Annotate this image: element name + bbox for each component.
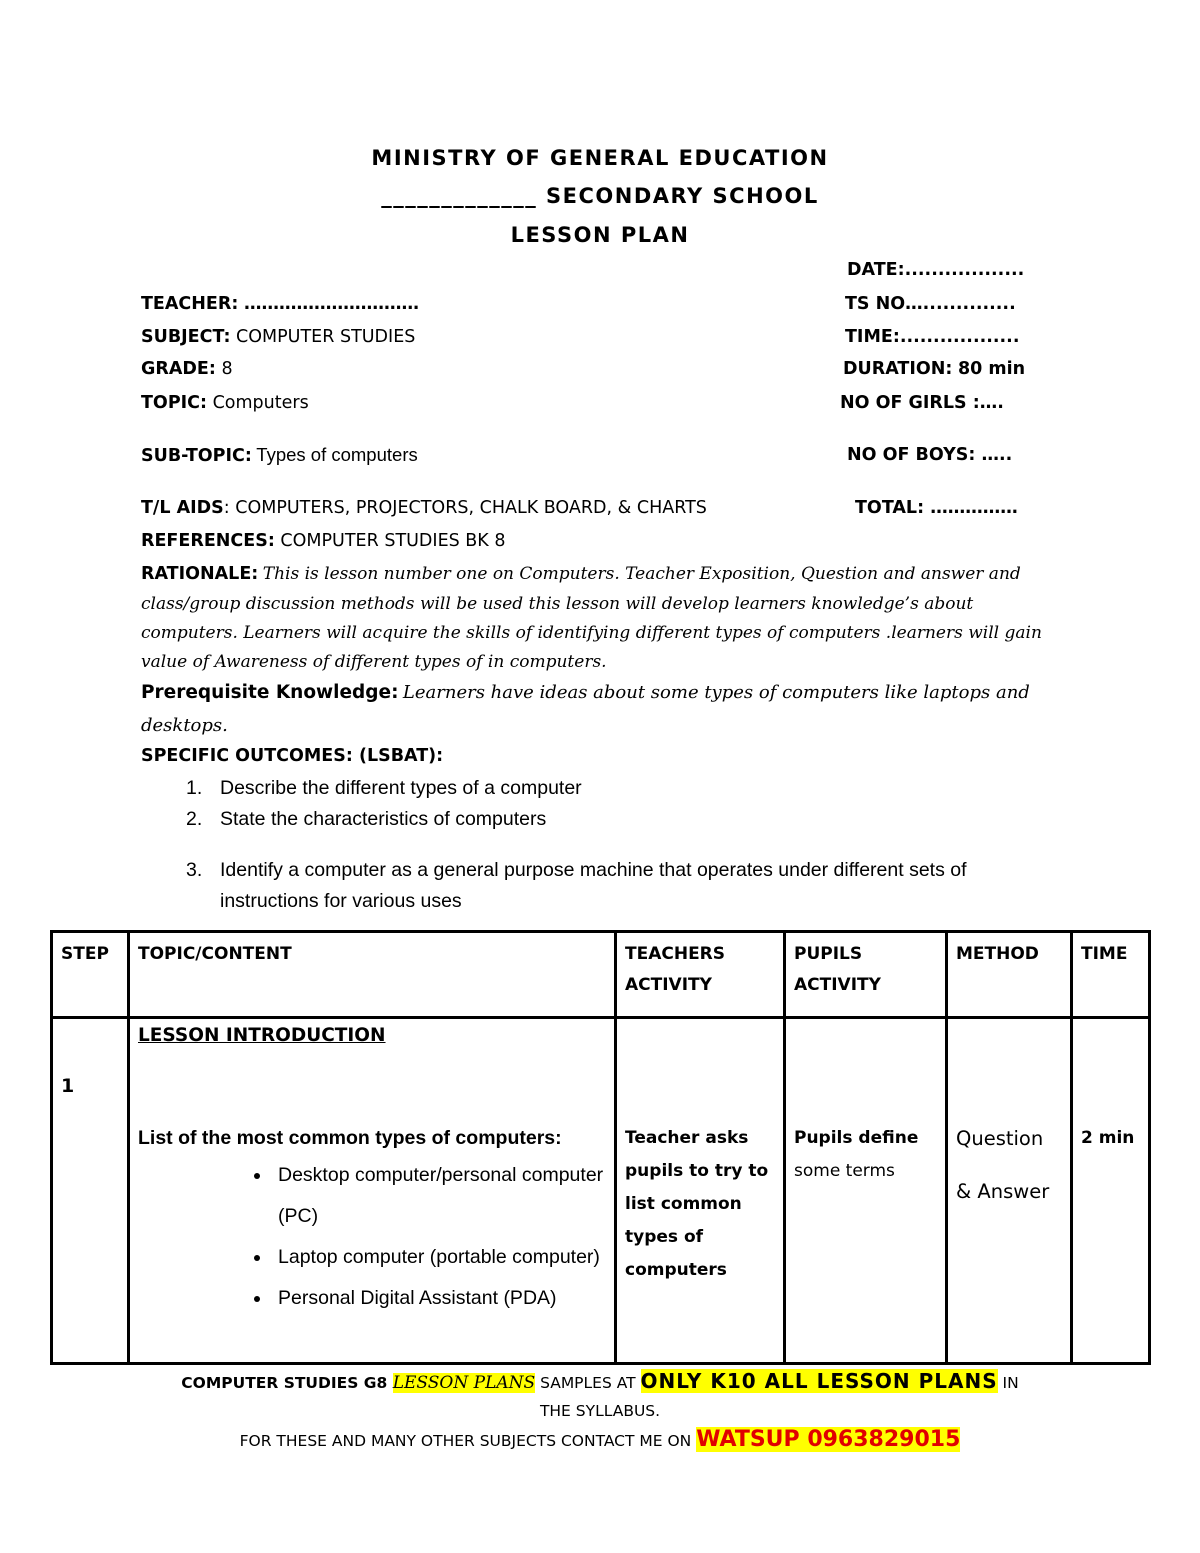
teacher-activity-cell: Teacher asks pupils to try to list common types of computers bbox=[616, 1018, 785, 1364]
rationale-line-3: computers. Learners will acquire the skills of identifying different types of computers .learners will gain bbox=[141, 623, 1042, 643]
subtopic-label: SUB-TOPIC: bbox=[141, 446, 252, 466]
prereq-line-2: desktops. bbox=[141, 715, 228, 736]
header-topic: TOPIC/CONTENT bbox=[129, 932, 616, 1018]
duration-label: DURATION: bbox=[843, 359, 953, 379]
rationale-label: RATIONALE: bbox=[141, 564, 259, 584]
footer-line-1: COMPUTER STUDIES G8 LESSON PLANS SAMPLES AT ONLY K10 ALL LESSON PLANS IN bbox=[181, 1369, 1019, 1393]
header-method: METHOD bbox=[947, 932, 1072, 1018]
aids-value: : COMPUTERS, PROJECTORS, CHALK BOARD, & CHARTS bbox=[223, 498, 707, 518]
aids-field bbox=[141, 498, 707, 518]
ts-no-label: TS NO bbox=[845, 294, 906, 314]
subject-value: COMPUTER STUDIES bbox=[236, 327, 416, 347]
header-pupils-activity: PUPILS ACTIVITY bbox=[785, 932, 947, 1018]
topic-cell bbox=[129, 1018, 616, 1364]
topic-value: Computers bbox=[212, 393, 309, 413]
grade-label: GRADE: bbox=[141, 359, 216, 379]
header-time: TIME bbox=[1072, 932, 1150, 1018]
duration-value: 80 min bbox=[957, 359, 1026, 379]
time-cell: 2 min bbox=[1072, 1018, 1150, 1364]
list-item: • Desktop computer/personal computer (PC) bbox=[272, 1155, 606, 1237]
total-value: …………… bbox=[930, 498, 1018, 518]
teacher-label: TEACHER: bbox=[141, 294, 239, 314]
aids-label: T/L AIDS bbox=[141, 498, 224, 518]
list-title: List of the most common types of computers: bbox=[138, 1127, 562, 1149]
subtopic-value: Types of computers bbox=[256, 444, 418, 465]
outcomes-heading: SPECIFIC OUTCOMES: (LSBAT): bbox=[141, 746, 444, 766]
footer-contact: WATSUP 0963829015 bbox=[696, 1427, 961, 1452]
subject-field bbox=[141, 327, 415, 347]
lesson-plan-title: LESSON PLAN bbox=[510, 223, 690, 247]
total-label: TOTAL: bbox=[855, 498, 925, 518]
date-field: DATE:.................. bbox=[847, 260, 1025, 280]
duration-field bbox=[843, 359, 1025, 379]
footer-highlight-k10: ONLY K10 ALL LESSON PLANS bbox=[640, 1369, 998, 1393]
ministry-title: MINISTRY OF GENERAL EDUCATION bbox=[371, 146, 829, 170]
footer-line-2: THE SYLLABUS. bbox=[539, 1402, 661, 1420]
prereq-line-1: Prerequisite Knowledge: Learners have ideas about some types of computers like laptops and bbox=[141, 682, 1030, 703]
references-value: COMPUTER STUDIES BK 8 bbox=[280, 531, 506, 551]
references-field bbox=[141, 531, 505, 551]
table-row bbox=[52, 1018, 1150, 1364]
pupil-activity-cell: Pupils define some terms bbox=[785, 1018, 947, 1364]
list-item: • Laptop computer (portable computer) bbox=[272, 1237, 606, 1278]
ts-no-field bbox=[845, 294, 1016, 314]
lesson-intro-heading: LESSON INTRODUCTION bbox=[138, 1025, 386, 1046]
header-teachers-activity: TEACHERS ACTIVITY bbox=[616, 932, 785, 1018]
outcome-2-num: 2. bbox=[186, 808, 203, 830]
ts-no-value: ….............. bbox=[905, 294, 1016, 314]
girls-field: NO OF GIRLS :…. bbox=[840, 393, 1004, 413]
list-item: • Personal Digital Assistant (PDA) bbox=[272, 1278, 606, 1319]
footer-highlight-lesson-plans: LESSON PLANS bbox=[392, 1373, 536, 1393]
outcome-1-num: 1. bbox=[186, 777, 203, 799]
subject-label: SUBJECT: bbox=[141, 327, 231, 347]
grade-value: 8 bbox=[221, 359, 233, 379]
step-cell: 1 bbox=[52, 1018, 129, 1364]
lesson-table bbox=[50, 930, 1151, 1365]
teacher-field bbox=[141, 294, 419, 314]
outcome-1-text: Describe the different types of a computer bbox=[220, 777, 582, 799]
school-title: _____________ SECONDARY SCHOOL bbox=[381, 184, 819, 208]
prereq-label: Prerequisite Knowledge: bbox=[141, 682, 399, 703]
header-step: STEP bbox=[52, 932, 129, 1018]
footer-line-3: FOR THESE AND MANY OTHER SUBJECTS CONTACT ME ON WATSUP 0963829015 bbox=[239, 1427, 961, 1452]
table-header-row bbox=[52, 932, 1150, 1018]
rationale-line-1: RATIONALE: This is lesson number one on Computers. Teacher Exposition, Question and answer and bbox=[141, 564, 1021, 584]
references-label: REFERENCES: bbox=[141, 531, 275, 551]
time-field: TIME:.................. bbox=[845, 327, 1020, 347]
teacher-value: ………………………… bbox=[243, 294, 419, 314]
topic-field bbox=[141, 393, 309, 413]
grade-field bbox=[141, 359, 233, 379]
rationale-line-4: value of Awareness of different types of in computers. bbox=[141, 652, 607, 672]
rationale-line-2: class/group discussion methods will be used this lesson will develop learners knowledge’s about bbox=[141, 594, 974, 614]
subtopic-field bbox=[141, 444, 418, 466]
topic-label: TOPIC: bbox=[141, 393, 207, 413]
outcome-2-text: State the characteristics of computers bbox=[220, 808, 547, 830]
boys-field: NO OF BOYS: ….. bbox=[847, 445, 1013, 465]
outcome-3-text: Identify a computer as a general purpose machine that operates under different sets of bbox=[220, 859, 967, 881]
outcome-3-text-cont: instructions for various uses bbox=[220, 890, 462, 912]
method-cell: Question & Answer bbox=[947, 1018, 1072, 1364]
total-field bbox=[855, 498, 1018, 518]
outcome-3-num: 3. bbox=[186, 859, 203, 881]
computer-types-list bbox=[132, 1155, 606, 1319]
